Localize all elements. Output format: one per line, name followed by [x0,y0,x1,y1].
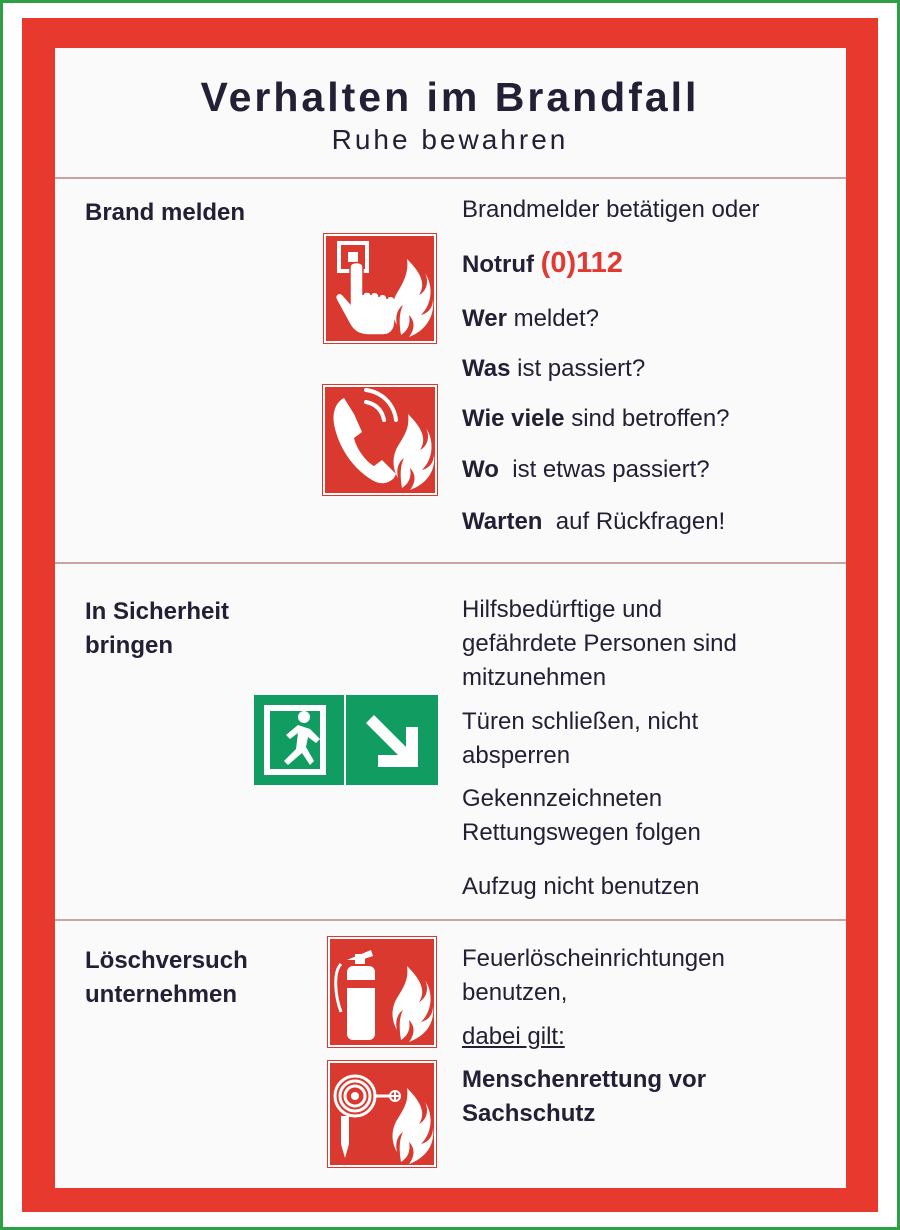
text-brandmelder: Brandmelder betätigen oder [462,196,760,223]
fire-extinguisher-icon [327,936,437,1048]
text-hilfsbeduerftige-1: Hilfsbedürftige und [462,596,663,623]
notruf-label: Notruf [462,251,534,278]
was-bold: Was [462,355,511,382]
text-feuerloescheinrichtungen-2: benutzen, [462,979,568,1006]
text-hilfsbeduerftige-3: mitzunehmen [462,664,607,691]
wo-bold: Wo [462,456,499,483]
section-heading-brand-melden: Brand melden [85,199,246,226]
text-aufzug: Aufzug nicht benutzen [462,873,700,900]
text-warten [462,505,725,539]
emergency-number: (0)112 [540,247,623,279]
wo-rest: ist etwas passiert? [512,456,710,483]
divider-middle [55,562,846,564]
text-wie-viele [462,402,730,436]
wer-rest: meldet? [513,305,599,332]
emergency-phone-icon [322,384,438,496]
text-menschenrettung-2: Sachschutz [462,1100,596,1127]
text-menschenrettung-1: Menschenrettung vor [462,1066,707,1093]
wieviele-rest: sind betroffen? [571,405,730,432]
text-dabei-gilt: dabei gilt: [462,1023,565,1050]
text-was [462,352,645,386]
text-tueren-2: absperren [462,742,571,769]
section-heading-sicherheit-line2: bringen [85,632,173,659]
warten-rest: auf Rückfragen! [555,508,726,535]
page-subtitle: Ruhe bewahren [331,124,569,155]
warten-bold: Warten [462,508,543,535]
wer-bold: Wer [462,305,507,332]
divider-top [55,177,846,179]
text-notruf [462,246,623,282]
page-title: Verhalten im Brandfall [200,74,700,120]
text-wo [462,453,710,487]
wieviele-bold: Wie viele [462,405,565,432]
divider-bottom [55,919,846,921]
section-heading-loeschversuch-line1: Löschversuch [85,947,248,974]
was-rest: ist passiert? [517,355,646,382]
text-wer [462,302,599,336]
fire-alarm-call-point-icon [323,233,437,344]
text-feuerloescheinrichtungen-1: Feuerlöscheinrichtungen [462,945,725,972]
text-rettungswege-2: Rettungswegen folgen [462,819,701,846]
fire-hose-icon [327,1060,437,1168]
section-heading-loeschversuch-line2: unternehmen [85,981,238,1008]
section-heading-sicherheit-line1: In Sicherheit [85,598,230,625]
emergency-exit-icon [254,695,438,785]
text-rettungswege-1: Gekennzeichneten [462,785,663,812]
text-hilfsbeduerftige-2: gefährdete Personen sind [462,630,737,657]
text-tueren-1: Türen schließen, nicht [462,708,699,735]
